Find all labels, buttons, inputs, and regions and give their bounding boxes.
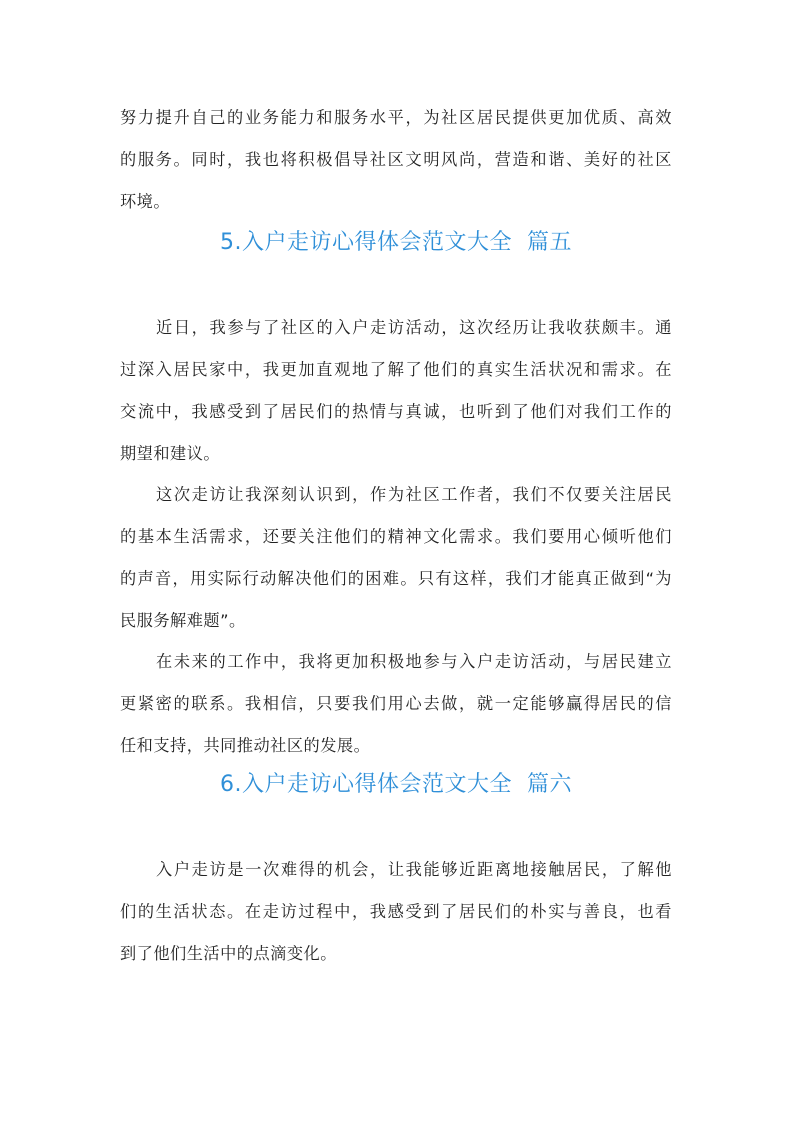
paragraph-line: 交流中，我感受到了居民们的热情与真诚，也听到了他们对我们工作的 xyxy=(120,402,672,421)
paragraph-line: 的基本生活需求，还要关注他们的精神文化需求。我们要用心倾听他们 xyxy=(120,527,672,546)
section-heading-6: 6.入户走访心得体会范文大全 篇六 xyxy=(220,772,572,797)
paragraph-line: 努力提升自己的业务能力和服务水平，为社区居民提供更加优质、高效 xyxy=(120,108,672,127)
section-heading-5: 5.入户走访心得体会范文大全 篇五 xyxy=(220,230,572,255)
paragraph-line: 入户走访是一次难得的机会，让我能够近距离地接触居民，了解他 xyxy=(156,860,672,879)
paragraph-line: 的声音，用实际行动解决他们的困难。只有这样，我们才能真正做到“为 xyxy=(120,569,672,588)
paragraph-line: 民服务解难题”。 xyxy=(120,611,246,630)
paragraph-line: 更紧密的联系。我相信，只要我们用心去做，就一定能够赢得居民的信 xyxy=(120,694,672,713)
paragraph-line: 近日，我参与了社区的入户走访活动，这次经历让我收获颇丰。通 xyxy=(156,318,672,337)
paragraph-line: 这次走访让我深刻认识到，作为社区工作者，我们不仅要关注居民 xyxy=(156,485,672,504)
paragraph-line: 环境。 xyxy=(120,192,171,211)
paragraph-line: 过深入居民家中，我更加直观地了解了他们的真实生活状况和需求。在 xyxy=(120,360,672,379)
paragraph-line: 的服务。同时，我也将积极倡导社区文明风尚，营造和谐、美好的社区 xyxy=(120,150,672,169)
paragraph-line: 在未来的工作中，我将更加积极地参与入户走访活动，与居民建立 xyxy=(156,652,672,671)
paragraph-line: 到了他们生活中的点滴变化。 xyxy=(120,944,337,963)
paragraph-line: 任和支持，共同推动社区的发展。 xyxy=(120,736,371,755)
paragraph-line: 期望和建议。 xyxy=(120,444,221,463)
paragraph-line: 们的生活状态。在走访过程中，我感受到了居民们的朴实与善良，也看 xyxy=(120,902,672,921)
